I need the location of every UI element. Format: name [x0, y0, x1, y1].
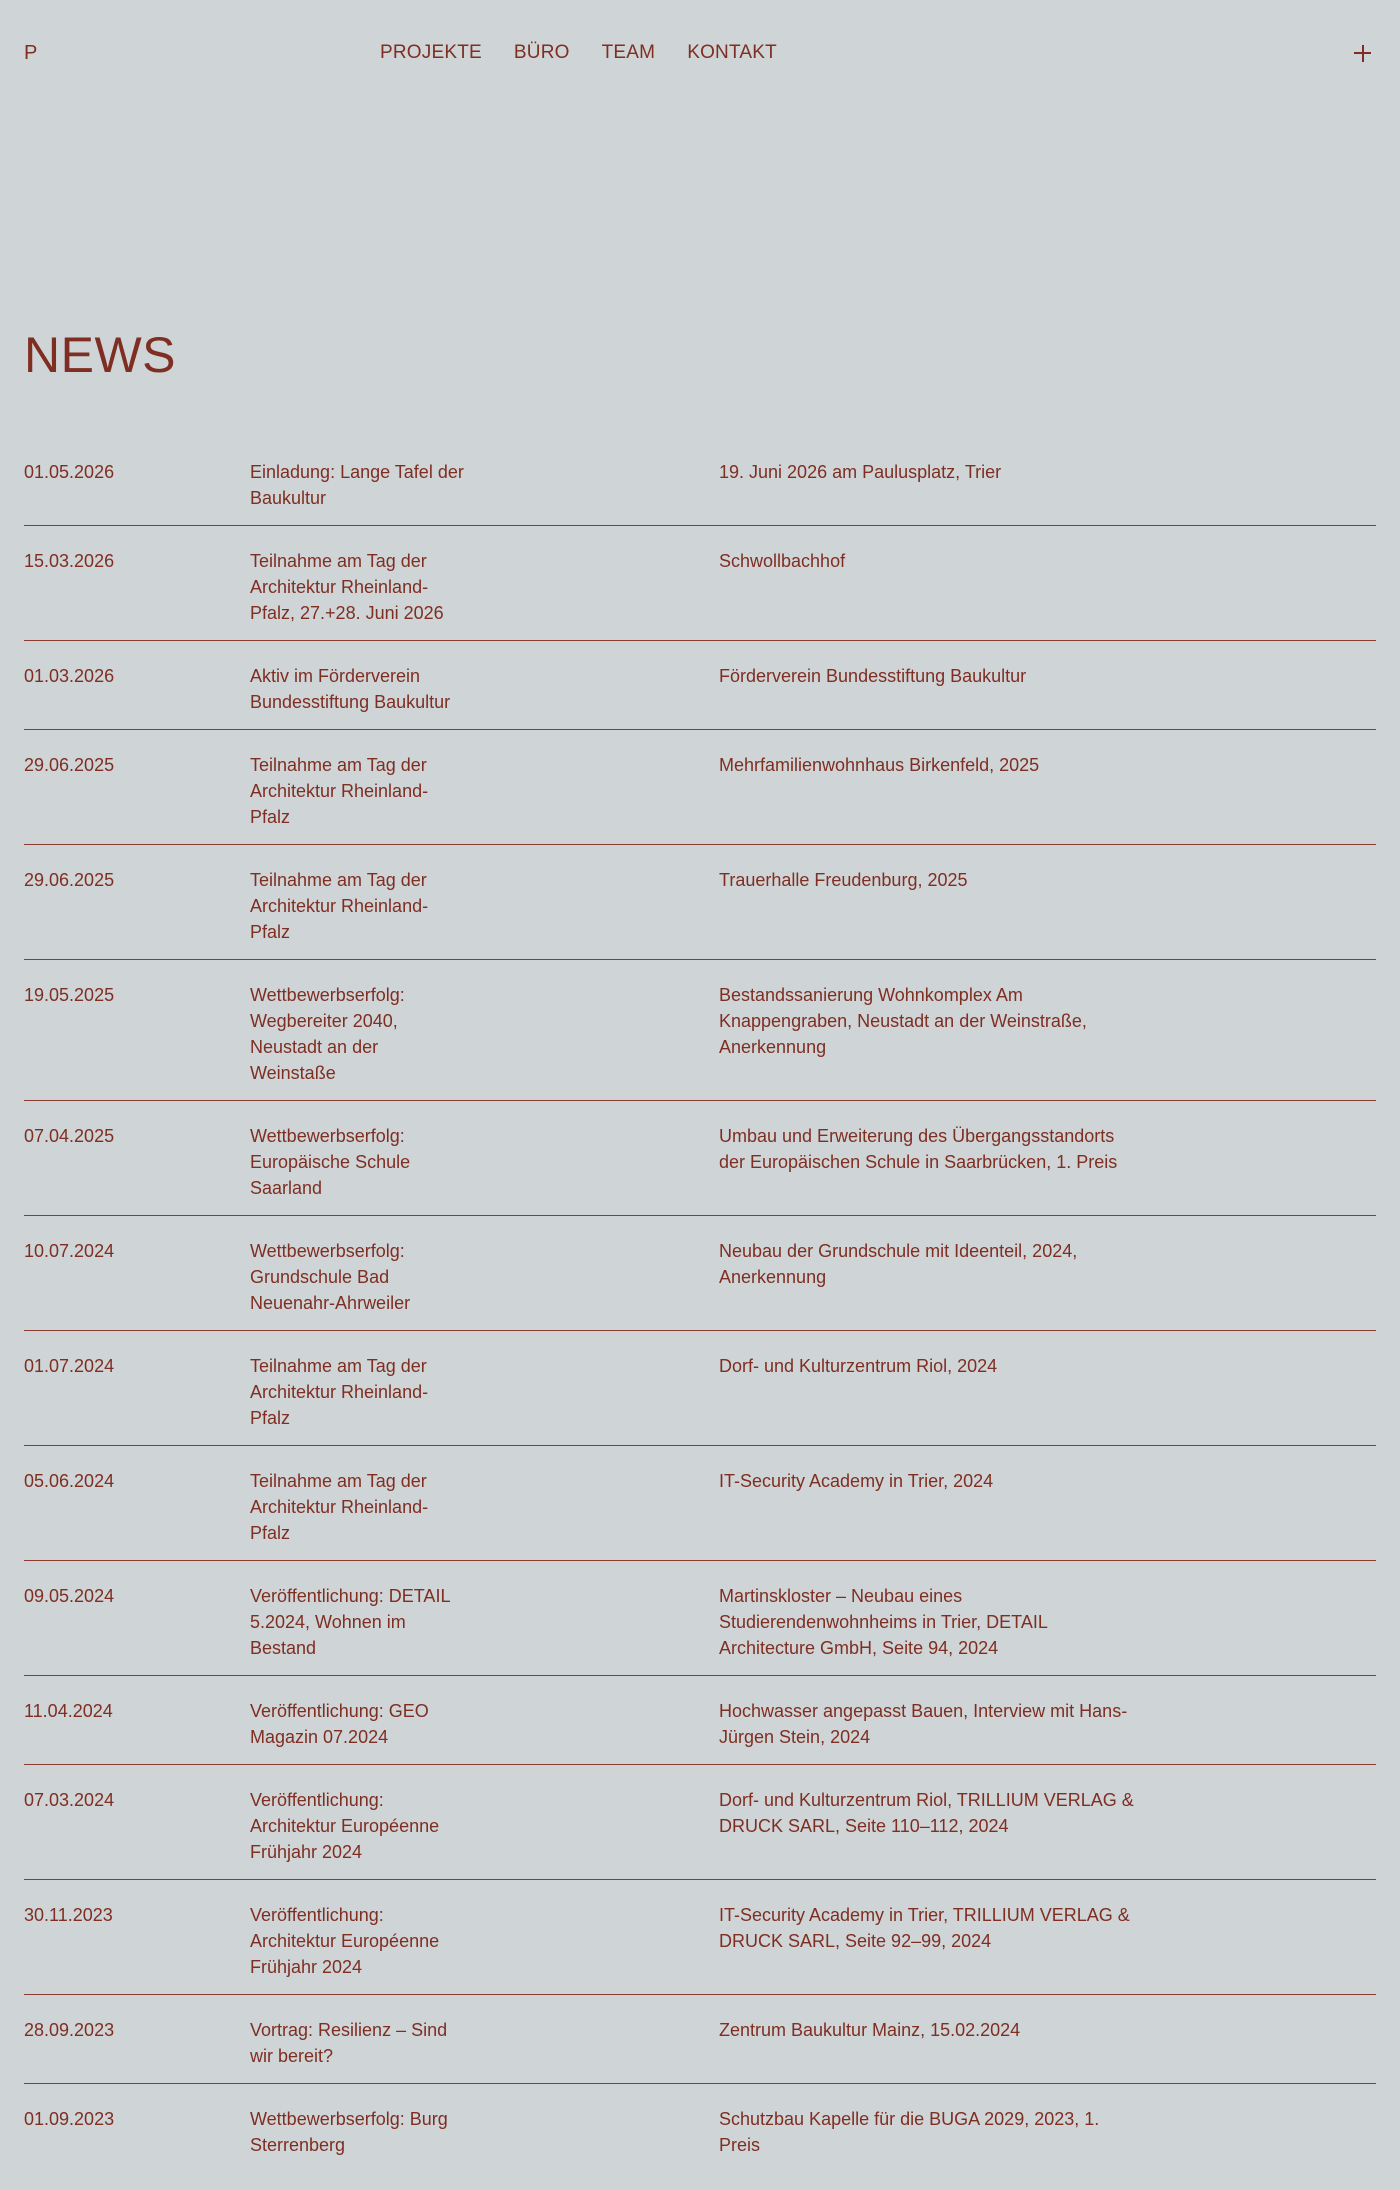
news-title: Teilnahme am Tag der Architektur Rheinland-Pfalz: [250, 755, 429, 827]
news-title: Wettbewerbserfolg: Burg Sterrenberg: [250, 2109, 448, 2155]
news-title: Wettbewerbserfolg: Europäische Schule Saarland: [250, 1126, 411, 1198]
news-detail: 19. Juni 2026 am Paulusplatz, Trier: [719, 462, 1002, 482]
news-title: Teilnahme am Tag der Architektur Rheinland-Pfalz: [250, 870, 429, 942]
news-row[interactable]: [24, 1349, 1376, 1446]
site-header: [0, 0, 1400, 110]
news-title: Aktiv im Förderverein Bundesstiftung Baukultur: [250, 666, 451, 712]
news-row[interactable]: [24, 1119, 1376, 1216]
news-row[interactable]: [24, 748, 1376, 845]
news-detail: Neubau der Grundschule mit Ideenteil, 2024, Anerkennung: [719, 1241, 1078, 1287]
news-detail: Dorf- und Kulturzentrum Riol, 2024: [719, 1356, 998, 1376]
news-date: 19.05.2025: [24, 985, 115, 1005]
news-date: 29.06.2025: [24, 755, 115, 775]
news-title: Veröffentlichung: Architektur Européenne Frühjahr 2024: [250, 1905, 440, 1977]
news-row[interactable]: [24, 863, 1376, 960]
news-date: 28.09.2023: [24, 2020, 115, 2040]
menu-plus-button[interactable]: [1350, 40, 1376, 66]
news-title: Vortrag: Resilienz – Sind wir bereit?: [250, 2020, 448, 2066]
news-detail: Trauerhalle Freudenburg, 2025: [719, 870, 968, 890]
news-detail: Dorf- und Kulturzentrum Riol, TRILLIUM VERLAG & DRUCK SARL, Seite 110–112, 2024: [719, 1790, 1134, 1836]
news-title: Veröffentlichung: Architektur Européenne Frühjahr 2024: [250, 1790, 440, 1862]
logo-link[interactable]: P: [24, 42, 38, 64]
nav-item-team[interactable]: TEAM: [601, 42, 656, 63]
main-nav: [380, 40, 777, 66]
news-date: 01.03.2026: [24, 666, 115, 686]
news-row[interactable]: [24, 1464, 1376, 1561]
news-detail: Schwollbachhof: [719, 551, 846, 571]
news-title: Teilnahme am Tag der Architektur Rheinland-Pfalz: [250, 1356, 429, 1428]
news-date: 09.05.2024: [24, 1586, 115, 1606]
news-detail: IT-Security Academy in Trier, TRILLIUM VERLAG & DRUCK SARL, Seite 92–99, 2024: [719, 1905, 1130, 1951]
news-title: Veröffentlichung: GEO Magazin 07.2024: [250, 1701, 429, 1747]
news-row[interactable]: [24, 1694, 1376, 1765]
news-detail: Martinskloster – Neubau eines Studierendenwohnheims in Trier, DETAIL Architecture GmbH, Seite 94, 2024: [719, 1586, 1048, 1658]
news-title: Wettbewerbserfolg: Grundschule Bad Neuenahr-Ahrweiler: [250, 1241, 411, 1313]
news-date: 01.07.2024: [24, 1356, 115, 1376]
news-detail: Umbau und Erweiterung des Übergangsstandorts der Europäischen Schule in Saarbrücken, 1. Preis: [719, 1126, 1118, 1172]
news-detail: Schutzbau Kapelle für die BUGA 2029, 2023, 1. Preis: [719, 2109, 1100, 2155]
news-title: Einladung: Lange Tafel der Baukultur: [250, 462, 464, 508]
news-row[interactable]: [24, 1783, 1376, 1880]
news-list: [24, 455, 1376, 2190]
news-date: 30.11.2023: [24, 1905, 113, 1925]
news-title: Teilnahme am Tag der Architektur Rheinland-Pfalz: [250, 1471, 429, 1543]
news-row[interactable]: [24, 1898, 1376, 1995]
news-detail: Bestandssanierung Wohnkomplex Am Knappengraben, Neustadt an der Weinstraße, Anerkennung: [719, 985, 1087, 1057]
news-row[interactable]: [24, 544, 1376, 641]
news-row[interactable]: [24, 659, 1376, 730]
nav-item-projekte[interactable]: PROJEKTE: [380, 42, 482, 63]
news-row[interactable]: [24, 2013, 1376, 2084]
news-date: 07.03.2024: [24, 1790, 115, 1810]
news-date: 29.06.2025: [24, 870, 115, 890]
nav-item-buero[interactable]: BÜRO: [513, 42, 570, 63]
news-row[interactable]: [24, 978, 1376, 1101]
news-date: 10.07.2024: [24, 1241, 115, 1261]
news-title: Teilnahme am Tag der Architektur Rheinland-Pfalz, 27.+28. Juni 2026: [250, 551, 444, 623]
news-detail: Förderverein Bundesstiftung Baukultur: [719, 666, 1027, 686]
nav-item-kontakt[interactable]: KONTAKT: [687, 42, 777, 63]
page-title: NEWS: [24, 327, 176, 383]
news-title: Wettbewerbserfolg: Wegbereiter 2040, Neustadt an der Weinstaße: [250, 985, 405, 1083]
news-date: 01.09.2023: [24, 2109, 115, 2129]
news-detail: IT-Security Academy in Trier, 2024: [719, 1471, 994, 1491]
news-title: Veröffentlichung: DETAIL 5.2024, Wohnen im Bestand: [250, 1586, 450, 1658]
news-row[interactable]: [24, 1579, 1376, 1676]
news-row[interactable]: [24, 1234, 1376, 1331]
news-row[interactable]: [24, 2102, 1376, 2172]
news-date: 11.04.2024: [24, 1701, 113, 1721]
news-date: 15.03.2026: [24, 551, 115, 571]
news-detail: Zentrum Baukultur Mainz, 15.02.2024: [719, 2020, 1021, 2040]
news-detail: Hochwasser angepasst Bauen, Interview mit Hans-Jürgen Stein, 2024: [719, 1701, 1128, 1747]
news-date: 01.05.2026: [24, 462, 115, 482]
news-date: 05.06.2024: [24, 1471, 115, 1491]
news-row[interactable]: [24, 455, 1376, 526]
news-date: 07.04.2025: [24, 1126, 115, 1146]
news-detail: Mehrfamilienwohnhaus Birkenfeld, 2025: [719, 755, 1040, 775]
